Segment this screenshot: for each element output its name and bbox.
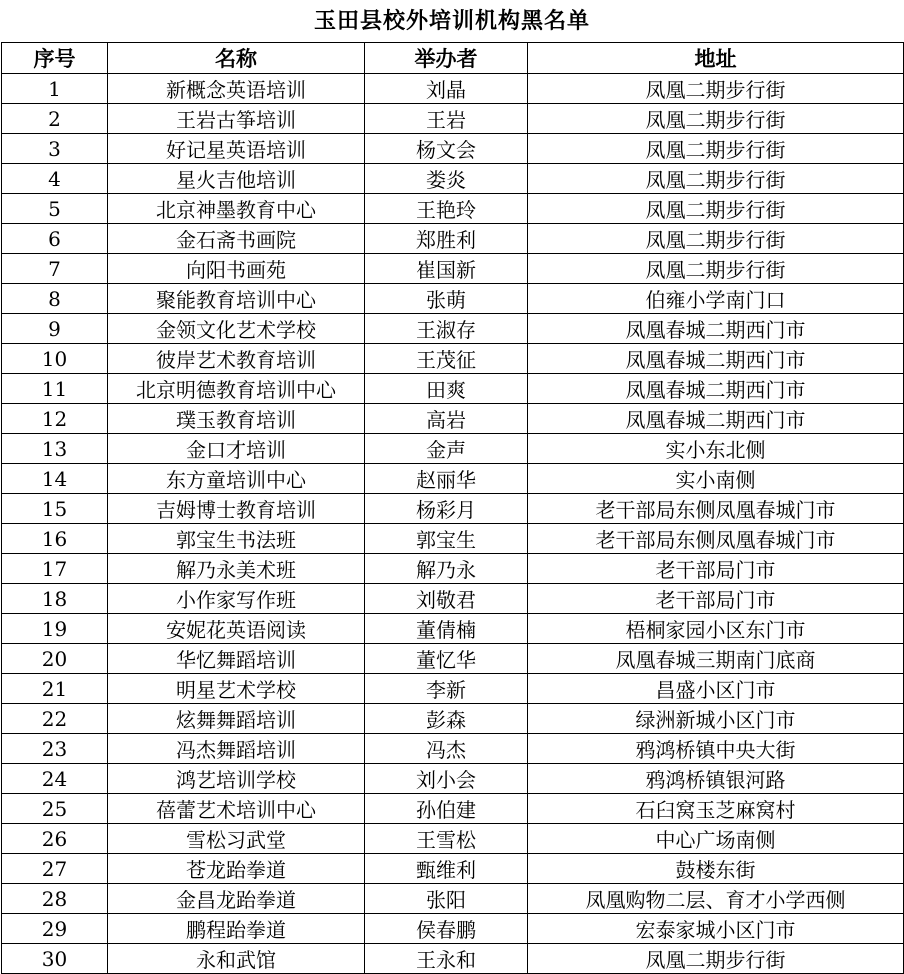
table-row (2, 854, 904, 884)
table-row (2, 524, 904, 554)
table-row (2, 284, 904, 314)
cell-address: 伯雍小学南门口 (528, 284, 904, 314)
cell-no: 23 (2, 734, 108, 764)
cell-name: 华忆舞蹈培训 (108, 644, 365, 674)
cell-name: 金口才培训 (108, 434, 365, 464)
cell-organizer: 王茂征 (365, 344, 528, 374)
table-row (2, 314, 904, 344)
cell-name: 金领文化艺术学校 (108, 314, 365, 344)
cell-name: 蓓蕾艺术培训中心 (108, 794, 365, 824)
cell-name: 聚能教育培训中心 (108, 284, 365, 314)
cell-organizer: 甄维利 (365, 854, 528, 884)
cell-organizer: 董倩楠 (365, 614, 528, 644)
table-row (2, 434, 904, 464)
cell-no: 25 (2, 794, 108, 824)
table-row (2, 494, 904, 524)
table-row (2, 134, 904, 164)
cell-no: 11 (2, 374, 108, 404)
cell-address: 老干部局东侧凤凰春城门市 (528, 494, 904, 524)
cell-organizer: 娄炎 (365, 164, 528, 194)
cell-organizer: 刘晶 (365, 74, 528, 104)
table-row (2, 824, 904, 854)
cell-address: 鸦鸿桥镇银河路 (528, 764, 904, 794)
cell-no: 3 (2, 134, 108, 164)
cell-name: 东方童培训中心 (108, 464, 365, 494)
cell-address: 凤凰二期步行街 (528, 194, 904, 224)
table-row (2, 584, 904, 614)
cell-address: 实小东北侧 (528, 434, 904, 464)
cell-address: 凤凰二期步行街 (528, 254, 904, 284)
cell-name: 永和武馆 (108, 944, 365, 974)
cell-organizer: 李新 (365, 674, 528, 704)
cell-organizer: 王岩 (365, 104, 528, 134)
cell-address: 宏泰家城小区门市 (528, 914, 904, 944)
table-row (2, 614, 904, 644)
table-row (2, 794, 904, 824)
cell-address: 凤凰春城二期西门市 (528, 374, 904, 404)
cell-address: 凤凰二期步行街 (528, 164, 904, 194)
cell-no: 2 (2, 104, 108, 134)
table-row (2, 554, 904, 584)
cell-address: 绿洲新城小区门市 (528, 704, 904, 734)
table-row (2, 734, 904, 764)
header-cell-name: 名称 (108, 43, 365, 74)
cell-organizer: 郑胜利 (365, 224, 528, 254)
cell-no: 24 (2, 764, 108, 794)
cell-name: 小作家写作班 (108, 584, 365, 614)
cell-address: 老干部局东侧凤凰春城门市 (528, 524, 904, 554)
cell-no: 15 (2, 494, 108, 524)
table-row (2, 704, 904, 734)
cell-name: 郭宝生书法班 (108, 524, 365, 554)
cell-name: 雪松习武堂 (108, 824, 365, 854)
table-row (2, 464, 904, 494)
cell-organizer: 高岩 (365, 404, 528, 434)
table-row (2, 884, 904, 914)
cell-organizer: 刘小会 (365, 764, 528, 794)
cell-no: 17 (2, 554, 108, 584)
cell-address: 凤凰二期步行街 (528, 74, 904, 104)
cell-no: 30 (2, 944, 108, 974)
cell-name: 冯杰舞蹈培训 (108, 734, 365, 764)
cell-no: 26 (2, 824, 108, 854)
cell-name: 金石斋书画院 (108, 224, 365, 254)
cell-organizer: 王雪松 (365, 824, 528, 854)
cell-no: 8 (2, 284, 108, 314)
cell-no: 21 (2, 674, 108, 704)
cell-organizer: 孙伯建 (365, 794, 528, 824)
cell-organizer: 赵丽华 (365, 464, 528, 494)
cell-name: 鹏程跆拳道 (108, 914, 365, 944)
cell-name: 炫舞舞蹈培训 (108, 704, 365, 734)
cell-name: 好记星英语培训 (108, 134, 365, 164)
cell-organizer: 杨彩月 (365, 494, 528, 524)
cell-address: 凤凰春城二期西门市 (528, 344, 904, 374)
cell-address: 老干部局门市 (528, 584, 904, 614)
table-row (2, 254, 904, 284)
cell-name: 向阳书画苑 (108, 254, 365, 284)
cell-no: 6 (2, 224, 108, 254)
cell-address: 石臼窝玉芝麻窝村 (528, 794, 904, 824)
header-cell-no: 序号 (2, 43, 108, 74)
cell-address: 凤凰二期步行街 (528, 134, 904, 164)
cell-address: 凤凰二期步行街 (528, 224, 904, 254)
cell-organizer: 冯杰 (365, 734, 528, 764)
cell-address: 凤凰购物二层、育才小学西侧 (528, 884, 904, 914)
cell-organizer: 董忆华 (365, 644, 528, 674)
cell-no: 16 (2, 524, 108, 554)
cell-name: 新概念英语培训 (108, 74, 365, 104)
cell-organizer: 刘敬君 (365, 584, 528, 614)
cell-address: 实小南侧 (528, 464, 904, 494)
cell-no: 20 (2, 644, 108, 674)
cell-no: 27 (2, 854, 108, 884)
cell-organizer: 王淑存 (365, 314, 528, 344)
cell-address: 凤凰春城三期南门底商 (528, 644, 904, 674)
cell-name: 王岩古筝培训 (108, 104, 365, 134)
cell-organizer: 田爽 (365, 374, 528, 404)
cell-address: 凤凰二期步行街 (528, 944, 904, 974)
table-row (2, 944, 904, 974)
cell-address: 凤凰春城二期西门市 (528, 404, 904, 434)
cell-organizer: 解乃永 (365, 554, 528, 584)
cell-name: 吉姆博士教育培训 (108, 494, 365, 524)
cell-organizer: 崔国新 (365, 254, 528, 284)
cell-name: 彼岸艺术教育培训 (108, 344, 365, 374)
table-row (2, 644, 904, 674)
cell-organizer: 王永和 (365, 944, 528, 974)
cell-no: 9 (2, 314, 108, 344)
table-row (2, 374, 904, 404)
cell-address: 鼓楼东街 (528, 854, 904, 884)
cell-name: 璞玉教育培训 (108, 404, 365, 434)
cell-no: 1 (2, 74, 108, 104)
table-row (2, 344, 904, 374)
cell-no: 5 (2, 194, 108, 224)
sheet-title: 玉田县校外培训机构黑名单 (313, 8, 590, 34)
cell-name: 鸿艺培训学校 (108, 764, 365, 794)
cell-name: 金昌龙跆拳道 (108, 884, 365, 914)
cell-name: 解乃永美术班 (108, 554, 365, 584)
cell-name: 苍龙跆拳道 (108, 854, 365, 884)
header-cell-address: 地址 (528, 43, 904, 74)
cell-name: 星火吉他培训 (108, 164, 365, 194)
cell-address: 老干部局门市 (528, 554, 904, 584)
cell-address: 梧桐家园小区东门市 (528, 614, 904, 644)
cell-organizer: 张阳 (365, 884, 528, 914)
cell-organizer: 金声 (365, 434, 528, 464)
cell-address: 中心广场南侧 (528, 824, 904, 854)
cell-no: 4 (2, 164, 108, 194)
cell-name: 北京神墨教育中心 (108, 194, 365, 224)
cell-no: 29 (2, 914, 108, 944)
cell-address: 凤凰春城二期西门市 (528, 314, 904, 344)
cell-no: 14 (2, 464, 108, 494)
blacklist-table (1, 42, 904, 974)
cell-no: 18 (2, 584, 108, 614)
cell-no: 22 (2, 704, 108, 734)
table-row (2, 674, 904, 704)
cell-no: 10 (2, 344, 108, 374)
cell-name: 北京明德教育培训中心 (108, 374, 365, 404)
cell-organizer: 侯春鹏 (365, 914, 528, 944)
cell-address: 凤凰二期步行街 (528, 104, 904, 134)
cell-organizer: 杨文会 (365, 134, 528, 164)
cell-no: 13 (2, 434, 108, 464)
cell-address: 鸦鸿桥镇中央大街 (528, 734, 904, 764)
cell-organizer: 郭宝生 (365, 524, 528, 554)
cell-no: 12 (2, 404, 108, 434)
cell-organizer: 王艳玲 (365, 194, 528, 224)
cell-name: 安妮花英语阅读 (108, 614, 365, 644)
cell-no: 28 (2, 884, 108, 914)
table-row (2, 764, 904, 794)
header-row (2, 43, 904, 74)
table-row (2, 104, 904, 134)
cell-no: 19 (2, 614, 108, 644)
cell-organizer: 张萌 (365, 284, 528, 314)
table-row (2, 164, 904, 194)
table-row (2, 224, 904, 254)
cell-no: 7 (2, 254, 108, 284)
table-row (2, 914, 904, 944)
cell-organizer: 彭森 (365, 704, 528, 734)
table-row (2, 194, 904, 224)
cell-name: 明星艺术学校 (108, 674, 365, 704)
header-cell-organizer: 举办者 (365, 43, 528, 74)
cell-address: 昌盛小区门市 (528, 674, 904, 704)
table-row (2, 404, 904, 434)
table-row (2, 74, 904, 104)
